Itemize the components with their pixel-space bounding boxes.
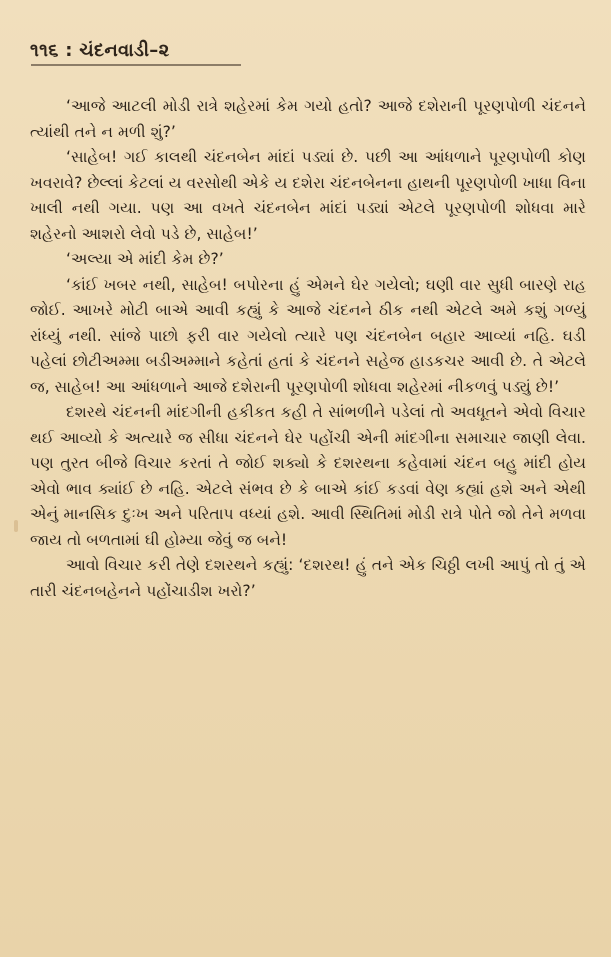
paragraph: ‘આજે આટલી મોડી રાત્રે શહેરમાં કેમ ગયો હતો? આજે દશેરાની પૂરણપોળી ચંદનને ત્યાંથી તને ન મળી શું?’	[30, 97, 586, 141]
paragraph: ‘સાહેબ! ગઈ કાલથી ચંદનબેન માંદાં પડ્યાં છે. પછી આ આંધળાને પૂરણપોળી કોણ ખવરાવે? છેલ્લાં કેટલાં ય વરસોથી એકે ય દશેરા ચંદનબેનના હાથની પૂરણપોળી ખાધા વિના ખાલી નથી ગયા. પણ આ વખતે ચંદનબેન માંદાં પડ્યાં એટલે પૂરણપોળી શોધવા મારે શહેરનો આશરો લેવો પડે છે, સાહેબ!’	[30, 148, 586, 243]
paragraph: ‘કાંઈ ખબર નથી, સાહેબ! બપોરના હું એમને ઘેર ગયેલો; ઘણી વાર સુધી બારણે રાહ જોઈ. આખરે મોટી બાએ આવી કહ્યું કે આજે ચંદનને ઠીક નથી એટલે અમે કશું ગળ્યું રાંધ્યું નથી. સાંજે પાછો ફરી વાર ગયેલો ત્યારે પણ ચંદનબેન બહાર આવ્યાં નહિ. ઘડી પહેલાં છોટીઅમ્મા બડીઅમ્માને કહેતાં હતાં કે ચંદનને સહેજ હાડકચર આવી છે. તે એટલે જ, સાહેબ! આ આંધળાને આજે દશેરાની પૂરણપોળી શોધવા શહેરમાં નીકળવું પડ્યું છે!’	[30, 275, 586, 396]
page-number: ૧૧૬	[30, 40, 59, 61]
page-body	[30, 94, 586, 604]
paper-mark	[14, 520, 18, 532]
page-header	[30, 40, 169, 61]
header-separator: :	[65, 40, 73, 61]
header-underline	[31, 64, 241, 66]
paragraph: ‘અલ્યા એ માંદી કેમ છે?’	[66, 250, 224, 268]
paragraph: દશરથે ચંદનની માંદગીની હકીકત કહી તે સાંભળીને પડેલાં તો અવધૂતને એવો વિચાર થઈ આવ્યો કે અત્યારે જ સીધા ચંદનને ઘેર પહોંચી એની માંદગીના સમાચાર જાણી લેવા. પણ તુરત બીજે વિચાર કરતાં તે જોઈ શક્યો કે દશરથના કહેવામાં ચંદન બહુ માંદી હોય એવો ભાવ ક્યાંઈ છે નહિ. એટલે સંભવ છે કે બાએ કાંઈ કડવાં વેણ કહ્યાં હશે અને એથી એનું માનસિક દુઃખ અને પરિતાપ વધ્યાં હશે. આવી સ્થિતિમાં મોડી રાત્રે પોતે જો તેને મળવા જાય તો બળતામાં ઘી હોમ્યા જેવું જ બને!	[30, 403, 586, 549]
chapter-title: ચંદનવાડી–૨	[79, 40, 170, 61]
paragraph: આવો વિચાર કરી તેણે દશરથને કહ્યું: ‘દશરથ! હું તને એક ચિઠ્ઠી લખી આપું તો તું એ તારી ચંદનબહેનને પહોંચાડીશ ખરો?’	[30, 556, 586, 600]
